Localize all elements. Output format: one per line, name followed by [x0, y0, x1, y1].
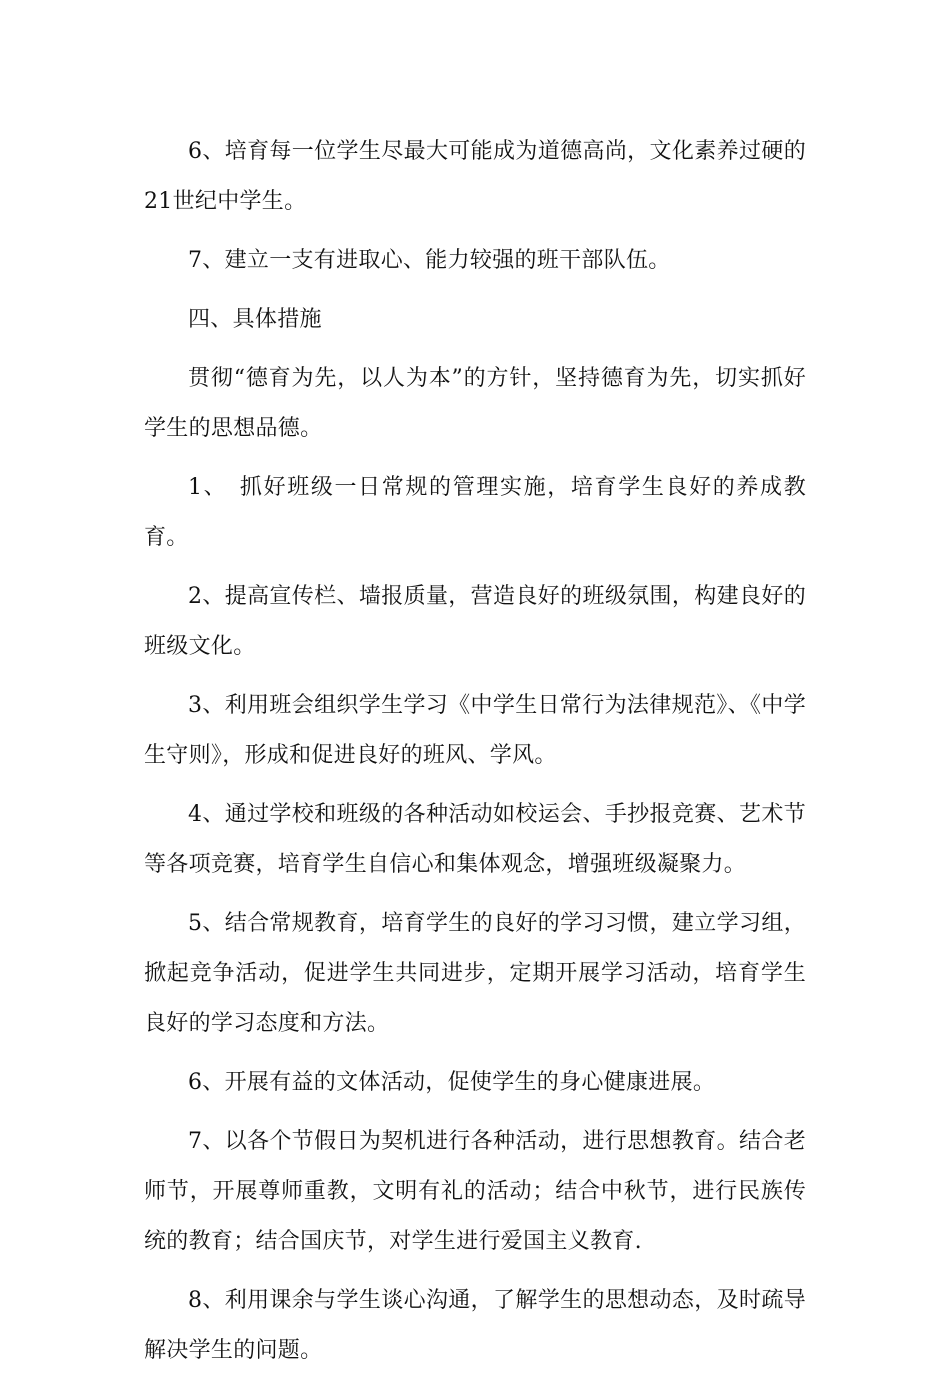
paragraph-measure-4: 4、通过学校和班级的各种活动如校运会、手抄报竞赛、艺术节等各项竞赛，培育学生自信心和集体观念，增强班级凝聚力。 [144, 802, 806, 877]
paragraph-goal-7: 7、建立一支有进取心、能力较强的班干部队伍。 [188, 248, 671, 273]
paragraph-measure-1: 1、 抓好班级一日常规的管理实施，培育学生良好的养成教育。 [144, 475, 806, 550]
paragraph-measures-intro: 贯彻“德育为先，以人为本”的方针，坚持德育为先，切实抓好学生的思想品德。 [144, 366, 806, 441]
document-page [144, 127, 806, 1385]
paragraph-measure-3: 3、利用班会组织学生学习《中学生日常行为法律规范》、《中学生守则》，形成和促进良好的班风、学风。 [144, 693, 806, 768]
section-heading-measures: 四、具体措施 [188, 307, 322, 332]
paragraph-measure-6: 6、开展有益的文体活动，促使学生的身心健康进展。 [188, 1070, 716, 1095]
paragraph-measure-5: 5、结合常规教育，培育学生的良好的学习习惯，建立学习组，掀起竞争活动，促进学生共同进步，定期开展学习活动，培育学生良好的学习态度和方法。 [144, 911, 806, 1036]
paragraph-measure-7: 7、以各个节假日为契机进行各种活动，进行思想教育。结合老师节，开展尊师重教，文明有礼的活动；结合中秋节，进行民族传统的教育；结合国庆节，对学生进行爱国主义教育. [144, 1129, 806, 1254]
paragraph-measure-8: 8、利用课余与学生谈心沟通，了解学生的思想动态，及时疏导解决学生的问题。 [144, 1288, 806, 1363]
paragraph-measure-2: 2、提高宣传栏、墙报质量，营造良好的班级氛围，构建良好的班级文化。 [144, 584, 806, 659]
paragraph-goal-6: 6、培育每一位学生尽最大可能成为道德高尚，文化素养过硬的21世纪中学生。 [144, 139, 806, 214]
